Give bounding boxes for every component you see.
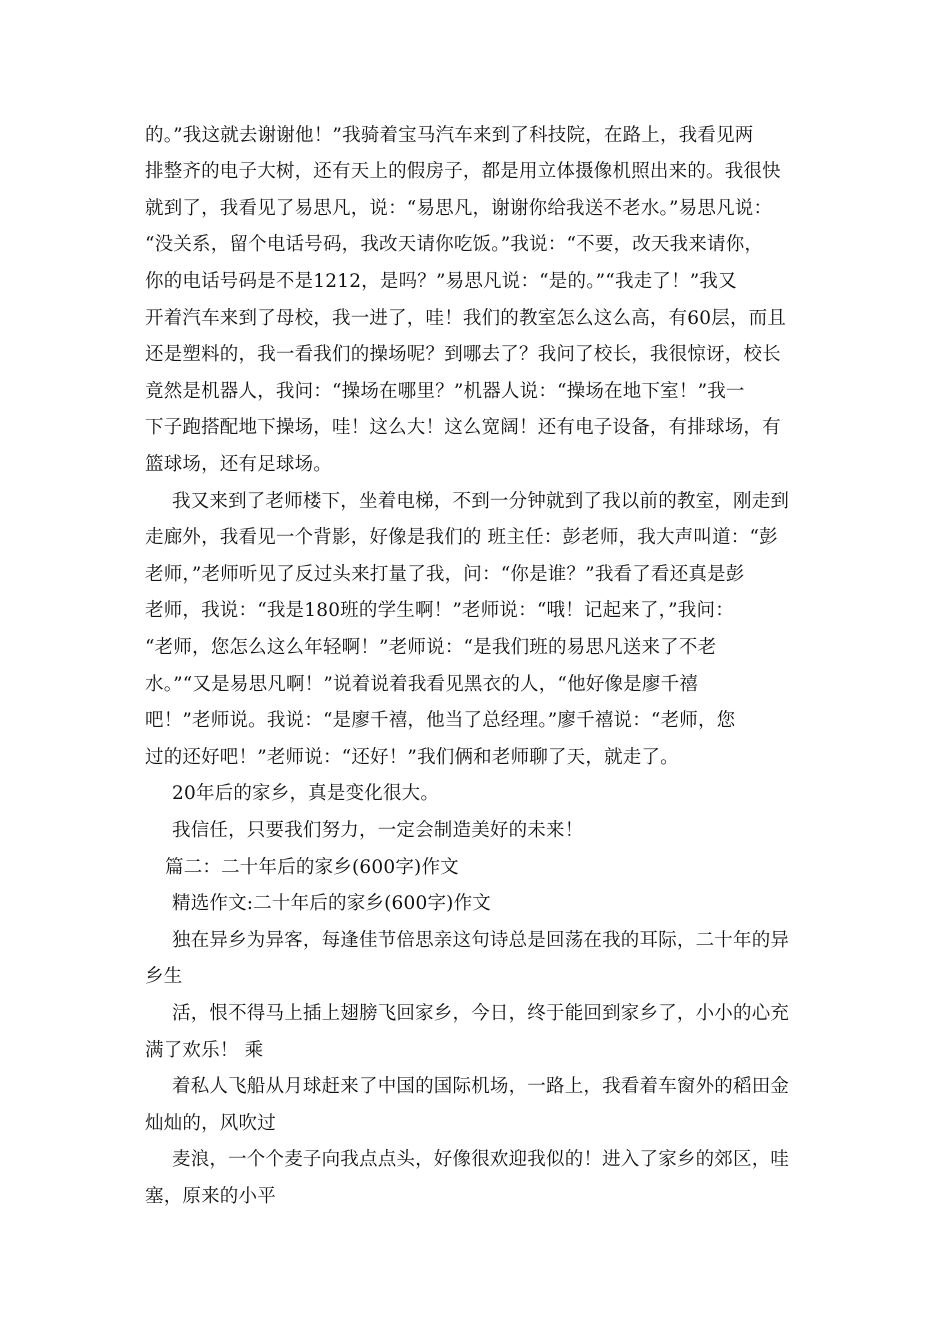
text-line: 吧！”老师说。我说：“是廖千禧，他当了总经理。”廖千禧说：“老师，您 bbox=[145, 710, 736, 731]
text-line: 开着汽车来到了母校，我一进了，哇！我们的教室怎么这么高，有60层，而且 bbox=[145, 308, 787, 329]
paragraph-start-line: 麦浪，一个个麦子向我点点头，好像很欢迎我似的！进入了家乡的郊区，哇 bbox=[172, 1149, 790, 1170]
text-line: 水。”“又是易思凡啊！”说着说着我看见黑衣的人，“他好像是廖千禧 bbox=[145, 674, 698, 695]
text-line: 塞，原来的小平 bbox=[145, 1186, 276, 1207]
paragraph-start-line: 20年后的家乡，真是变化很大。 bbox=[172, 783, 440, 804]
text-line: “老师，您怎么这么年轻啊！”老师说：“是我们班的易思凡送来了不老 bbox=[145, 637, 717, 658]
paragraph-start-line: 我信任，只要我们努力，一定会制造美好的未来！ bbox=[172, 820, 584, 841]
text-line: 灿灿的，风吹过 bbox=[145, 1113, 276, 1134]
text-line: 下子跑搭配地下操场，哇！这么大！这么宽阔！还有电子设备，有排球场，有 bbox=[145, 417, 781, 438]
text-line: 走廊外，我看见一个背影，好像是我们的 班主任：彭老师，我大声叫道：“彭 bbox=[145, 527, 778, 548]
text-line: 满了欢乐！ 乘 bbox=[145, 1040, 264, 1061]
text-line: 排整齐的电子大树，还有天上的假房子，都是用立体摄像机照出来的。我很快 bbox=[145, 161, 781, 182]
paragraph-start-line: 活，恨不得马上插上翅膀飞回家乡，今日，终于能回到家乡了，小小的心充 bbox=[172, 1003, 790, 1024]
section-heading: 篇二：二十年后的家乡(600字)作文 bbox=[165, 857, 459, 878]
text-line: 篮球场，还有足球场。 bbox=[145, 454, 333, 475]
subheading: 精选作文:二十年后的家乡(600字)作文 bbox=[172, 893, 491, 914]
text-line: 就到了，我看见了易思凡，说：“易思凡，谢谢你给我送不老水。”易思凡说： bbox=[145, 198, 773, 219]
text-line: 老师，我说：“我是180班的学生啊！”老师说：“哦！记起来了，”我问： bbox=[145, 600, 734, 621]
text-line: 老师，”老师听见了反过头来打量了我，问：“你是谁？”我看了看还真是彭 bbox=[145, 564, 745, 585]
text-line: 还是塑料的，我一看我们的操场呢？到哪去了？我问了校长，我很惊讶，校长 bbox=[145, 344, 781, 365]
text-line: 竟然是机器人，我问：“操场在哪里？”机器人说：“操场在地下室！”我一 bbox=[145, 381, 745, 402]
text-line: 你的电话号码是不是1212，是吗？”易思凡说：“是的。”“我走了！”我又 bbox=[145, 271, 737, 292]
text-line: 乡生 bbox=[145, 966, 183, 987]
paragraph-start-line: 我又来到了老师楼下，坐着电梯，不到一分钟就到了我以前的教室，刚走到 bbox=[172, 491, 790, 512]
text-line: “没关系，留个电话号码，我改天请你吃饭。”我说：“不要，改天我来请你， bbox=[145, 234, 764, 255]
text-line: 的。”我这就去谢谢他！”我骑着宝马汽车来到了科技院，在路上，我看见两 bbox=[145, 125, 754, 146]
text-line: 过的还好吧！”老师说：“还好！”我们俩和老师聊了天，就走了。 bbox=[145, 747, 679, 768]
paragraph-start-line: 独在异乡为异客，每逢佳节倍思亲这句诗总是回荡在我的耳际，二十年的异 bbox=[172, 930, 790, 951]
paragraph-start-line: 着私人飞船从月球赶来了中国的国际机场，一路上，我看着车窗外的稻田金 bbox=[172, 1076, 790, 1097]
